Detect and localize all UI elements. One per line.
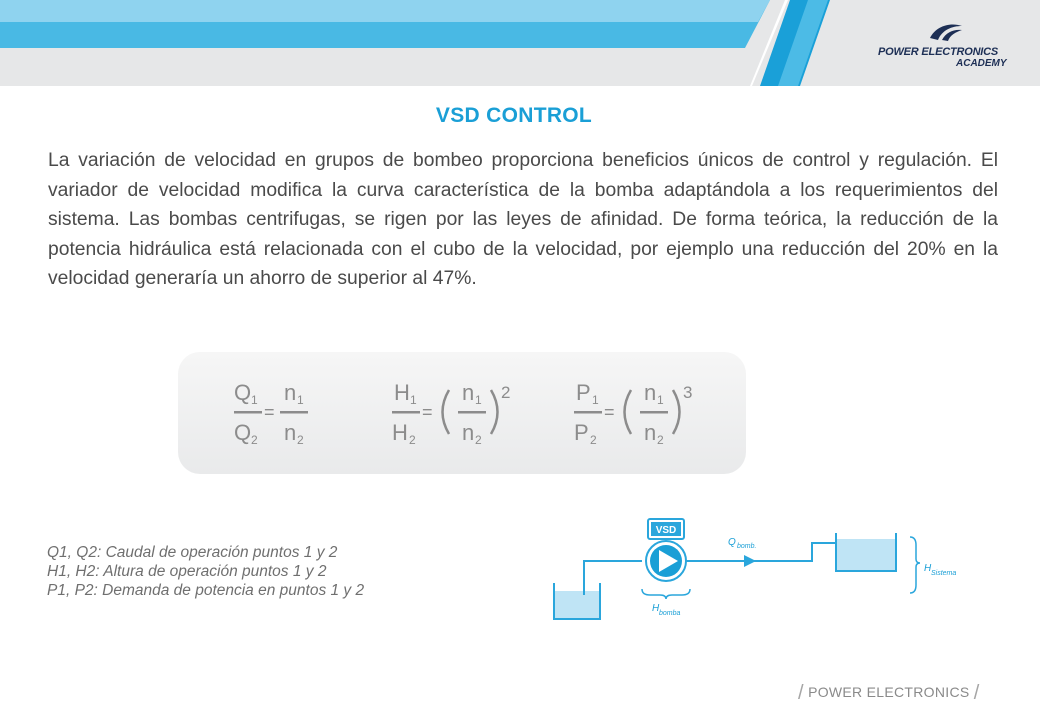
f3-num: P: [576, 380, 591, 405]
h-sistema-sub: Sistema: [931, 570, 957, 577]
footer-slash-left: /: [798, 682, 804, 704]
f3-rnum-sub: 1: [657, 393, 664, 407]
f1-equals: =: [264, 402, 275, 422]
f1-rnum-sub: 1: [297, 393, 304, 407]
page-title: VSD CONTROL: [435, 104, 593, 127]
h-bomba-label: H: [652, 603, 660, 614]
vsd-icon: [648, 519, 684, 539]
legend-item-head: H1, H2: Altura de operación puntos 1 y 2: [47, 563, 327, 580]
legend-item-power: P1, P2: Demanda de potencia en puntos 1 y 2: [47, 582, 365, 599]
f2-rden: n: [462, 420, 475, 445]
f1-den-sub: 2: [251, 433, 258, 447]
f1-rden-sub: 2: [297, 433, 304, 447]
f1-rden: n: [284, 420, 297, 445]
h-bomba-bracket: [642, 589, 690, 599]
f2-equals: =: [422, 402, 433, 422]
power-electronics-logo: [870, 22, 1020, 70]
destination-tank-icon: [836, 533, 896, 571]
f3-den: P: [574, 420, 589, 445]
pump-system-diagram: [550, 515, 990, 625]
q-sub: bomb.: [737, 543, 757, 550]
footer-text: POWER ELECTRONICS: [808, 684, 970, 700]
h-sistema-label: H: [924, 563, 932, 574]
affinity-formulas: [178, 352, 746, 474]
f1-num-sub: 1: [251, 393, 258, 407]
vsd-label: VSD: [655, 525, 677, 536]
pump-icon: [646, 541, 686, 581]
f1-rnum: n: [284, 380, 297, 405]
logo-swoosh-icon: [928, 22, 964, 42]
source-tank-icon: [554, 583, 600, 619]
f2-num-sub: 1: [410, 393, 417, 407]
logo-text: POWER ELECTRONICS: [878, 46, 999, 58]
f3-den-sub: 2: [590, 433, 597, 447]
flow-arrow-icon: [744, 555, 756, 567]
f1-den: Q: [234, 420, 252, 445]
f3-rden: n: [644, 420, 657, 445]
suction-pipe: [584, 561, 642, 595]
pump-system-schematic: [550, 515, 990, 625]
legend-item-flow: Q1, Q2: Caudal de operación puntos 1 y 2: [47, 544, 338, 561]
variable-legend: [47, 543, 467, 600]
header-banner: [0, 0, 1040, 86]
f2-rnum-sub: 1: [475, 393, 482, 407]
f3-rnum: n: [644, 380, 657, 405]
body-paragraph: La variación de velocidad en grupos de bombeo proporciona beneficios únicos de control y regulación. El variador de velocidad modifica la curva característica de la bomba adaptándola a los requerimientos del sistema. Las bombas centrifugas, se rigen por las leyes de afinidad. De forma teórica, la reducción de la potencia hidráulica está relacionada con el cubo de la velocidad, por ejemplo una reducción del 20% en la velocidad generaría un ahorro de superior al 47%.: [48, 150, 998, 289]
f3-rden-sub: 2: [657, 433, 664, 447]
f2-den-sub: 2: [409, 433, 416, 447]
q-label: Q: [728, 537, 736, 548]
affinity-laws-panel: [178, 352, 746, 474]
f3-exponent: 3: [683, 383, 693, 402]
f2-den: H: [392, 420, 408, 445]
h-sistema-brace: [910, 537, 920, 593]
footer-brand: [798, 682, 998, 704]
discharge-pipe: [686, 543, 835, 561]
footer-slash-right: /: [973, 682, 980, 704]
f2-rnum: n: [462, 380, 475, 405]
f2-num: H: [394, 380, 410, 405]
f2-rden-sub: 2: [475, 433, 482, 447]
f3-num-sub: 1: [592, 393, 599, 407]
f1-num: Q: [234, 380, 252, 405]
h-bomba-sub: bomba: [659, 610, 681, 617]
f3-equals: =: [604, 402, 615, 422]
f2-exponent: 2: [501, 383, 511, 402]
logo-subtext: ACADEMY: [956, 58, 1007, 69]
